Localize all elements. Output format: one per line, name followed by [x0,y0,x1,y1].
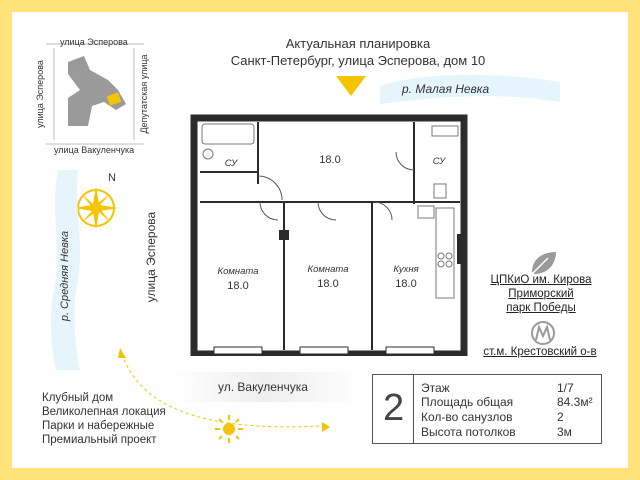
location-map-graphic [34,34,154,152]
map-street-top: улица Эсперова [60,37,128,47]
river-top-label: р. Малая Невка [402,82,490,96]
nearby-park-link[interactable]: ЦПКиО им. Кирова [490,274,592,286]
room-kitchen-area: 18.0 [395,278,417,290]
nearby-metro-link[interactable]: ст.м. Крестовский о-в [483,346,597,358]
info-label-bathrooms: Кол-во санузлов [421,410,513,424]
room-bedroom-2-label: Комната [307,264,349,275]
info-label-ceiling: Высота потолков [421,425,516,439]
nearby-park3-link[interactable]: парк Победы [506,302,576,314]
room-bedroom-1-area: 18.0 [227,280,249,292]
info-label-floor: Этаж [421,381,450,395]
map-street-left: улица Эсперова [35,60,45,128]
room-bedroom-1-label: Комната [217,266,259,277]
location-map [34,34,154,155]
room-living-area: 18.0 [319,154,341,166]
river-left-label: р. Средняя Невка [59,230,71,322]
street-bottom-label: ул. Вакуленчука [218,380,308,394]
info-value-ceiling: 3м [557,425,572,439]
feature-item: Премиальный проект [42,434,157,446]
street-left: улица Эсперова [144,211,158,303]
metro-icon [528,320,558,346]
feature-item: Великолепная локация [42,406,166,418]
room-bedroom-2-area: 18.0 [317,278,339,290]
feature-item: Клубный дом [42,392,114,404]
room-kitchen-label: Кухня [393,264,419,275]
sun-icon [214,414,244,444]
info-value-bathrooms: 2 [557,410,564,424]
info-box [372,374,602,444]
info-value-floor: 1/7 [557,381,574,395]
entrance-arrow-icon [336,76,366,100]
info-value-area: 84.3м² [557,395,593,409]
rooms-count: 2 [383,387,405,429]
map-street-right: Депутатская улица [139,54,149,134]
compass-north-label: N [108,172,116,184]
page-address: Санкт-Петербург, улица Эсперова, дом 10 [230,53,486,68]
info-divider [413,375,414,443]
nearby-park2-link[interactable]: Приморский [508,288,574,300]
floor-plan [190,114,470,356]
room-bathroom-2-label: СУ [432,156,446,167]
park-leaf-icon [528,250,558,276]
room-bathroom-1-label: СУ [224,158,238,169]
map-street-bottom: улица Вакуленчука [54,145,135,155]
feature-item: Парки и набережные [42,420,155,432]
map-building [68,56,126,126]
info-label-area: Площадь общая [421,395,514,409]
page-title: Актуальная планировка [285,36,431,51]
